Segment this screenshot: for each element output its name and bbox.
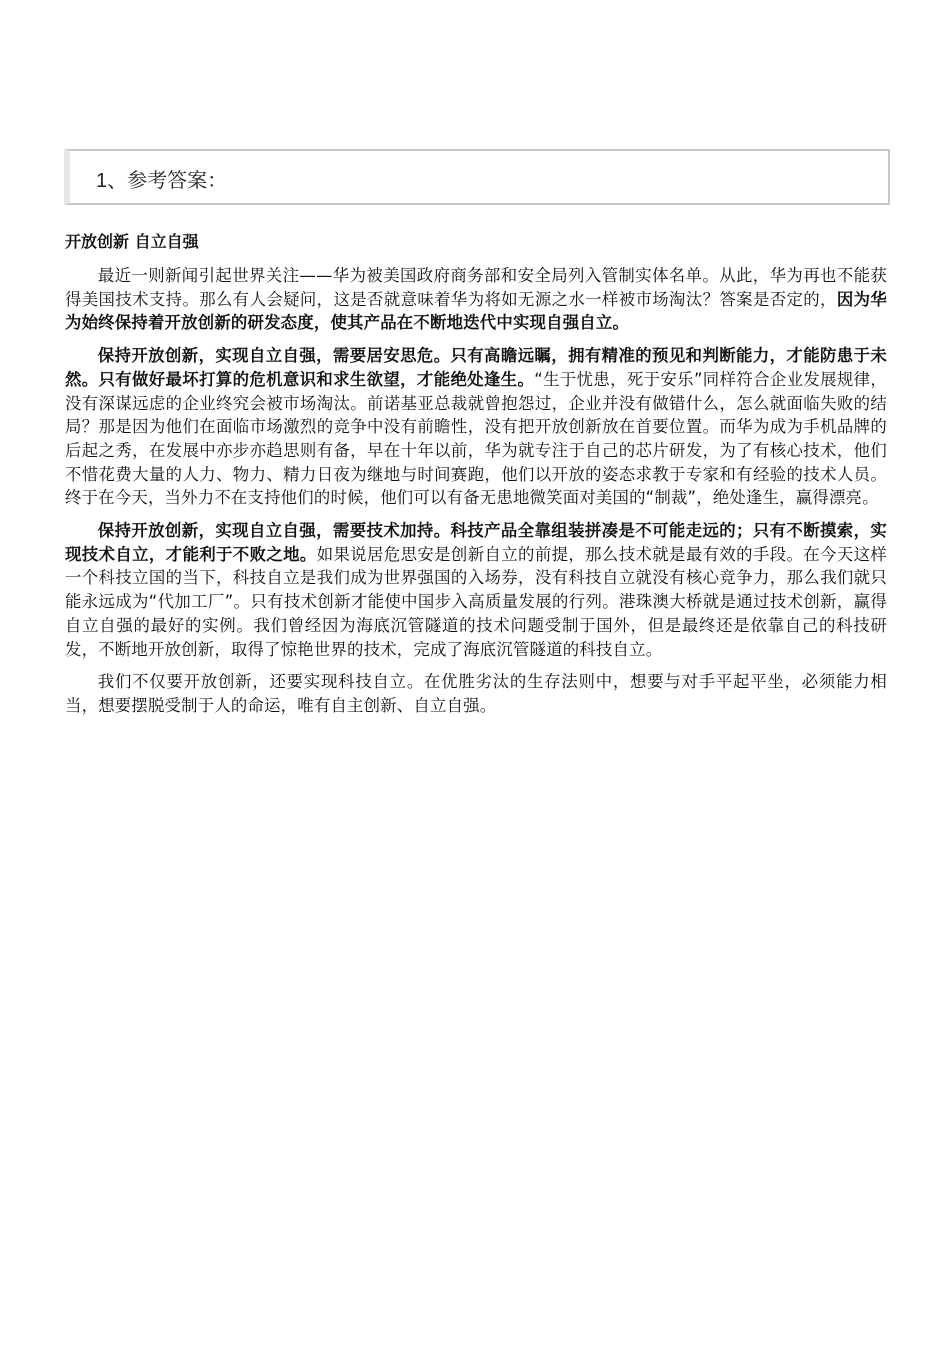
answer-header-box [64,149,890,205]
text-segment: 最近一则新闻引起世界关注——华为被美国政府商务部和安全局列入管制实体名单。从此，华为再也不能获得美国技术支持。那么有人会疑问，这是否就意味着华为将如无源之水一样被市场淘汰？答案是否定的， [65,266,887,309]
essay-content [65,230,887,727]
essay-title: 开放创新 自立自强 [65,232,199,251]
text-segment: “生于忧患，死于安乐”同样符合企业发展规律，没有深谋远虑的企业终究会被市场淘汰。前诺基亚总裁就曾抱怨过，企业并没有做错什么，怎么就面临失败的结局？那是因为他们在面临市场激烈的竞争中没有前瞻性，没有把开放创新放在首要位置。而华为成为手机品牌的后起之秀，在发展中亦步亦趋思则有备，早在十年以前，华为就专注于自己的芯片研发，为了有核心技术，他们不惜花费大量的人力、物力、精力日夜为继地与时间赛跑，他们以开放的姿态求教于专家和有经验的技术人员。终于在今天，当外力不在支持他们的时候，他们可以有备无患地微笑面对美国的“制裁”，绝处逢生，赢得漂亮。 [65,369,887,508]
bold-text-segment: 保持开放创新，实现自立自强，需要居安思危。只有高瞻远瞩，拥有精准的预见和判断能力，才能防患于未然。只有做好最坏打算的危机意识和求生欲望，才能绝处逢生。 [65,346,887,389]
bold-text-segment: 保持开放创新，实现自立自强，需要技术加持。科技产品全靠组装拼凑是不可能走远的；只有不断摸索，实现技术自立，才能利于不败之地。 [65,521,887,564]
essay-paragraph [65,519,887,661]
text-segment: 我们不仅要开放创新，还要实现科技自立。在优胜劣汰的生存法则中，想要与对手平起平坐，必须能力相当，想要摆脱受制于人的命运，唯有自主创新、自立自强。 [65,672,887,715]
bold-text-segment: 因为华为始终保持着开放创新的研发态度，使其产品在不断地迭代中实现自强自立。 [65,289,887,333]
answer-header-label: 1、参考答案： [96,170,228,192]
essay-paragraph [65,264,887,335]
essay-paragraph [65,344,887,510]
essay-paragraph [65,670,887,717]
text-segment: 如果说居危思安是创新自立的前提，那么技术就是最有效的手段。在今天这样一个科技立国的当下，科技自立是我们成为世界强国的入场券，没有科技自立就没有核心竞争力，那么我们就只能永远成为“代加工厂”。只有技术创新才能使中国步入高质量发展的行列。港珠澳大桥就是通过技术创新，赢得自立自强的最好的实例。我们曾经因为海底沉管隧道的技术问题受制于国外，但是最终还是依靠自己的科技研发，不断地开放创新，取得了惊艳世界的技术，完成了海底沉管隧道的科技自立。 [65,544,887,659]
